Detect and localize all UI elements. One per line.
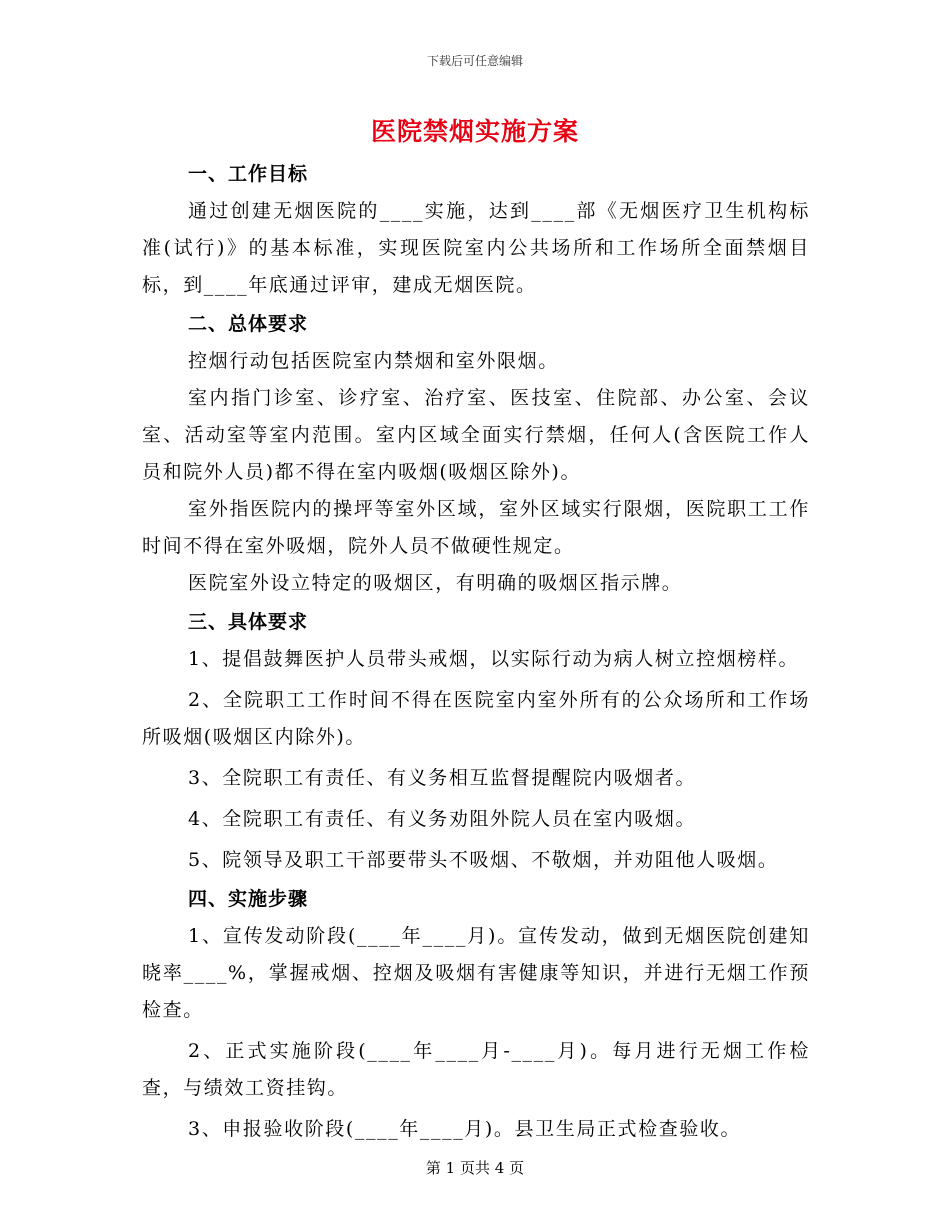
list-item: 2、全院职工工作时间不得在医院室内室外所有的公众场所和工作场所吸烟(吸烟区内除外)。: [142, 689, 810, 748]
list-item: 3、申报验收阶段(____年____月)。县卫生局正式检查验收。: [188, 1118, 742, 1140]
list-item: 3、全院职工有责任、有义务相互监督提醒院内吸烟者。: [188, 767, 697, 789]
document-title: 医院禁烟实施方案: [370, 117, 579, 146]
paragraph: 室外指医院内的操坪等室外区域，室外区域实行限烟，医院职工工作时间不得在室外吸烟，院外人员不做硬性规定。: [142, 498, 810, 557]
section-heading-implementation-steps: 四、实施步骤: [188, 888, 309, 910]
paragraph: 通过创建无烟医院的____实施，达到____部《无烟医疗卫生机构标准(试行)》的基本标准，实现医院室内公共场所和工作场所全面禁烟目标，到____年底通过评审，建成无烟医院。: [142, 200, 810, 296]
paragraph: 室内指门诊室、诊疗室、治疗室、医技室、住院部、办公室、会议室、活动室等室内范围。室内区域全面实行禁烟，任何人(含医院工作人员和院外人员)都不得在室内吸烟(吸烟区除外)。: [142, 387, 810, 483]
paragraph: 医院室外设立特定的吸烟区，有明确的吸烟区指示牌。: [188, 572, 683, 594]
list-item: 1、提倡鼓舞医护人员带头戒烟，以实际行动为病人树立控烟榜样。: [188, 648, 800, 670]
list-item: 2、正式实施阶段(____年____月-____月)。每月进行无烟工作检查，与绩效工资挂钩。: [142, 1040, 810, 1099]
section-heading-specific-requirements: 三、具体要求: [188, 611, 309, 633]
list-item: 4、全院职工有责任、有义务劝阻外院人员在室内吸烟。: [188, 808, 697, 830]
page-number: 第 1 页共 4 页: [425, 1159, 525, 1177]
paragraph: 控烟行动包括医院室内禁烟和室外限烟。: [188, 350, 559, 372]
document-body: [142, 156, 810, 1148]
list-item: 1、宣传发动阶段(____年____月)。宣传发动，做到无烟医院创建知晓率____%，掌握戒烟、控烟及吸烟有害健康等知识，并进行无烟工作预检查。: [142, 925, 810, 1021]
page-header-note: 下载后可任意编辑: [426, 54, 523, 68]
section-heading-goals: 一、工作目标: [188, 163, 309, 185]
list-item: 5、院领导及职工干部要带头不吸烟、不敬烟，并劝阻他人吸烟。: [188, 849, 779, 871]
section-heading-general-requirements: 二、总体要求: [188, 313, 309, 335]
